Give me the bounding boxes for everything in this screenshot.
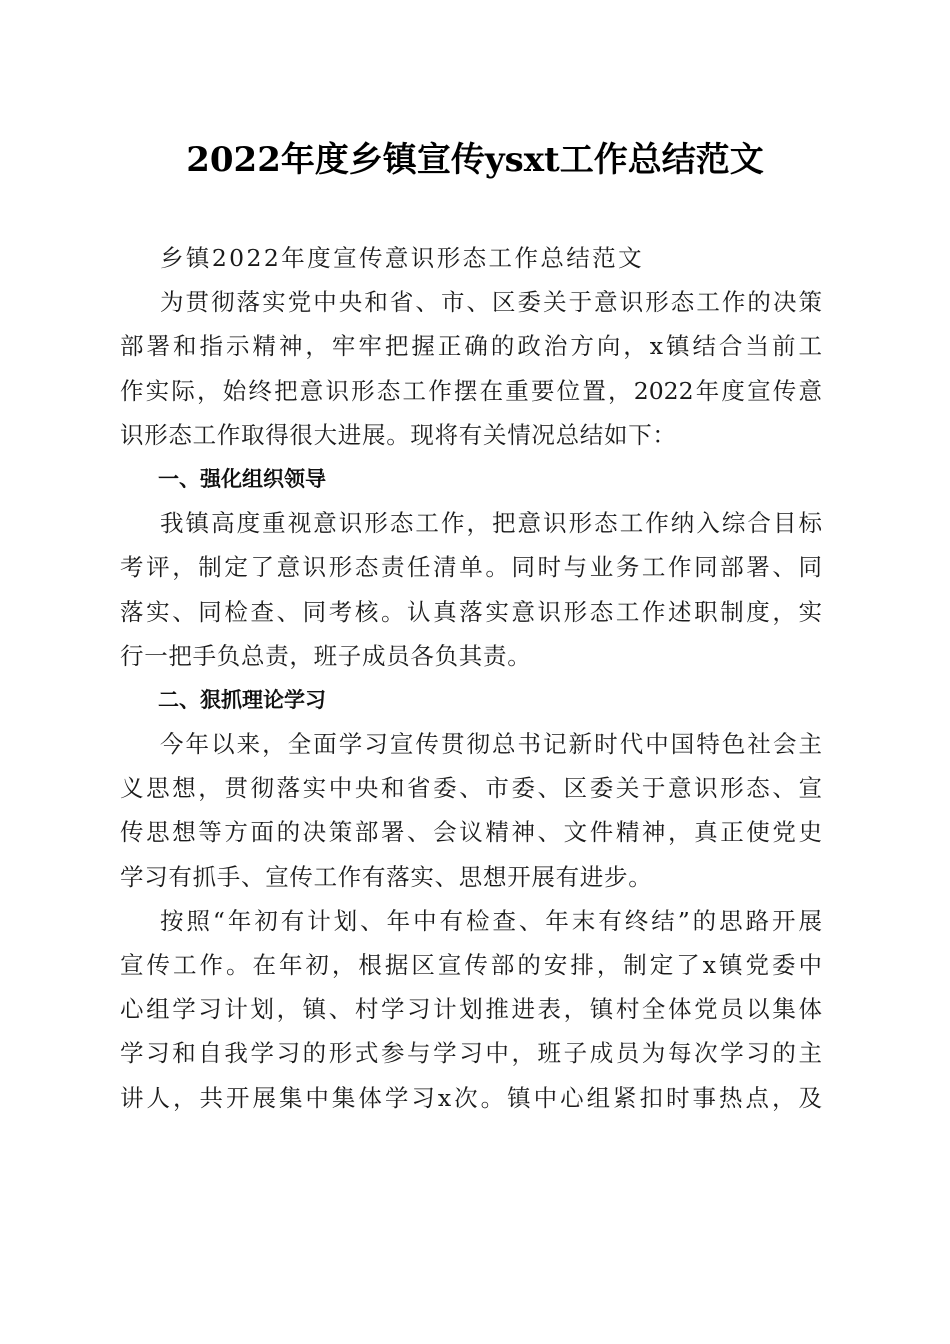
section-heading: 二、狠抓理论学习	[158, 687, 326, 712]
paragraph-line: 按照“年初有计划、年中有检查、年末有终结”的思路开展	[160, 906, 822, 935]
paragraph-line: 考评，制定了意识形态责任清单。同时与业务工作同部署、同	[120, 553, 822, 582]
paragraph-line: 学习有抓手、宣传工作有落实、思想开展有进步。	[120, 862, 653, 891]
section-heading: 一、强化组织领导	[158, 466, 326, 491]
paragraph-line: 义思想，贯彻落实中央和省委、市委、区委关于意识形态、宣	[120, 774, 822, 803]
paragraph-line: 作实际，始终把意识形态工作摆在重要位置，2022年度宣传意	[120, 376, 822, 405]
paragraph-line: 我镇高度重视意识形态工作，把意识形态工作纳入综合目标	[160, 509, 822, 538]
paragraph-line: 为贯彻落实党中央和省、市、区委关于意识形态工作的决策	[160, 288, 822, 317]
paragraph-line: 识形态工作取得很大进展。现将有关情况总结如下：	[120, 420, 677, 449]
paragraph-line: 落实、同检查、同考核。认真落实意识形态工作述职制度，实	[120, 597, 822, 626]
paragraph-line: 讲人，共开展集中集体学习x次。镇中心组紧扣时事热点，及	[120, 1083, 822, 1112]
subtitle-line: 乡镇2022年度宣传意识形态工作总结范文	[160, 244, 644, 272]
paragraph-line: 心组学习计划，镇、村学习计划推进表，镇村全体党员以集体	[120, 995, 822, 1024]
paragraph-line: 学习和自我学习的形式参与学习中，班子成员为每次学习的主	[120, 1039, 822, 1068]
paragraph-line: 行一把手负总责，班子成员各负其责。	[120, 641, 532, 670]
paragraph-line: 今年以来，全面学习宣传贯彻总书记新时代中国特色社会主	[160, 730, 822, 759]
paragraph-line: 宣传工作。在年初，根据区宣传部的安排，制定了x镇党委中	[120, 951, 822, 979]
paragraph-line: 部署和指示精神，牢牢把握正确的政治方向，x镇结合当前工	[120, 332, 822, 361]
document-title: 2022年度乡镇宣传ysxt工作总结范文	[186, 140, 764, 180]
document-body	[120, 236, 822, 1120]
paragraph-line: 传思想等方面的决策部署、会议精神、文件精神，真正使党史	[120, 818, 822, 847]
